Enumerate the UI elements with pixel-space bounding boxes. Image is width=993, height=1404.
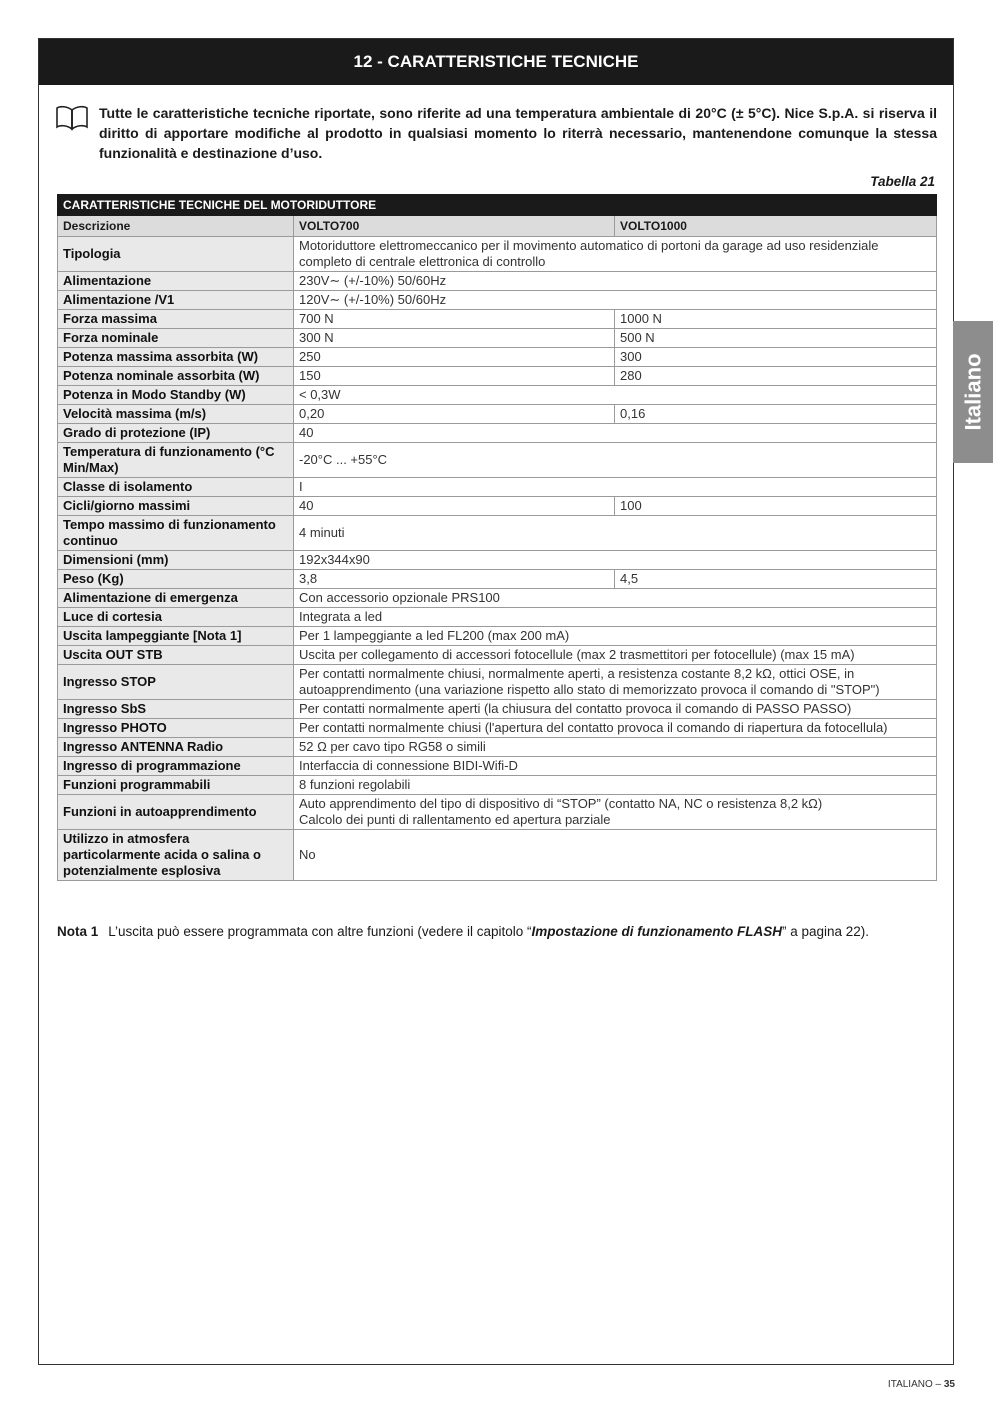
table-row — [58, 551, 937, 570]
row-label: Tempo massimo di funzionamento continuo — [58, 516, 294, 551]
table-row — [58, 665, 937, 700]
row-value: 120V∼ (+/-10%) 50/60Hz — [294, 291, 937, 310]
row-label: Cicli/giorno massimi — [58, 497, 294, 516]
row-value: -20°C ... +55°C — [294, 443, 937, 478]
row-label: Tipologia — [58, 237, 294, 272]
table-title-row — [58, 195, 937, 216]
row-label: Forza nominale — [58, 329, 294, 348]
footnote — [57, 924, 937, 939]
row-label: Temperatura di funzionamento (°C Min/Max) — [58, 443, 294, 478]
row-value: I — [294, 478, 937, 497]
row-label: Alimentazione /V1 — [58, 291, 294, 310]
row-value: Uscita per collegamento di accessori fotocellule (max 2 trasmettitori per fotocellule) (max 15 mA) — [294, 646, 937, 665]
table-row — [58, 719, 937, 738]
table-row — [58, 424, 937, 443]
table-row — [58, 700, 937, 719]
row-value: 0,20 — [294, 405, 615, 424]
table-row — [58, 497, 937, 516]
table-row — [58, 830, 937, 881]
row-label: Potenza massima assorbita (W) — [58, 348, 294, 367]
row-label: Alimentazione — [58, 272, 294, 291]
section-title-banner — [39, 39, 953, 85]
table-title: CARATTERISTICHE TECNICHE DEL MOTORIDUTTORE — [58, 195, 937, 216]
table-caption: Tabella 21 — [870, 174, 935, 189]
row-value: 300 — [615, 348, 937, 367]
row-value: 100 — [615, 497, 937, 516]
row-label: Potenza nominale assorbita (W) — [58, 367, 294, 386]
row-label: Ingresso di programmazione — [58, 757, 294, 776]
row-value: 700 N — [294, 310, 615, 329]
row-value: Con accessorio opzionale PRS100 — [294, 589, 937, 608]
language-side-tab — [953, 321, 993, 463]
row-label: Uscita OUT STB — [58, 646, 294, 665]
row-value: 250 — [294, 348, 615, 367]
row-value: Motoriduttore elettromeccanico per il movimento automatico di portoni da garage ad uso residenziale completo di centrale elettronica di controllo — [294, 237, 937, 272]
row-value: 52 Ω per cavo tipo RG58 o simili — [294, 738, 937, 757]
specs-table — [57, 194, 937, 881]
note-text-after: ” a pagina 22). — [782, 924, 870, 939]
section-title: 12 - CARATTERISTICHE TECNICHE — [353, 52, 639, 71]
page-frame — [38, 38, 954, 1365]
table-row — [58, 795, 937, 830]
column-header: VOLTO1000 — [615, 216, 937, 237]
row-label: Dimensioni (mm) — [58, 551, 294, 570]
row-value: 150 — [294, 367, 615, 386]
table-row — [58, 738, 937, 757]
row-value: 40 — [294, 497, 615, 516]
row-label: Ingresso ANTENNA Radio — [58, 738, 294, 757]
column-header-row — [58, 216, 937, 237]
table-row — [58, 478, 937, 497]
table-row — [58, 516, 937, 551]
row-label: Classe di isolamento — [58, 478, 294, 497]
row-value: No — [294, 830, 937, 881]
table-row — [58, 291, 937, 310]
table-row — [58, 329, 937, 348]
language-tab-label: Italiano — [960, 353, 986, 431]
row-value: 40 — [294, 424, 937, 443]
table-row — [58, 367, 937, 386]
row-value: < 0,3W — [294, 386, 937, 405]
page-footer — [888, 1379, 955, 1390]
table-row — [58, 608, 937, 627]
row-value: Integrata a led — [294, 608, 937, 627]
row-value: Per contatti normalmente chiusi, normalmente aperti, a resistenza costante 8,2 kΩ, ottici OSE, in autoapprendimento (una variazione rispetto allo stato di memorizzato provoca il comando di "STOP") — [294, 665, 937, 700]
notice-block — [55, 103, 937, 163]
table-row — [58, 443, 937, 478]
row-value: 280 — [615, 367, 937, 386]
row-label: Ingresso PHOTO — [58, 719, 294, 738]
row-value: 8 funzioni regolabili — [294, 776, 937, 795]
row-label: Funzioni programmabili — [58, 776, 294, 795]
table-row — [58, 386, 937, 405]
row-value: 300 N — [294, 329, 615, 348]
row-label: Potenza in Modo Standby (W) — [58, 386, 294, 405]
row-label: Alimentazione di emergenza — [58, 589, 294, 608]
row-value: Per contatti normalmente aperti (la chiusura del contatto provoca il comando di PASSO PASSO) — [294, 700, 937, 719]
row-value: Per 1 lampeggiante a led FL200 (max 200 mA) — [294, 627, 937, 646]
note-text-before: L’uscita può essere programmata con altre funzioni (vedere il capitolo “ — [108, 924, 532, 939]
table-row — [58, 757, 937, 776]
table-row — [58, 776, 937, 795]
row-label: Velocità massima (m/s) — [58, 405, 294, 424]
row-value: Interfaccia di connessione BIDI-Wifi-D — [294, 757, 937, 776]
column-header: Descrizione — [58, 216, 294, 237]
notice-text: Tutte le caratteristiche tecniche riportate, sono riferite ad una temperatura ambientale di 20°C (± 5°C). Nice S.p.A. si riserva il diritto di apportare modifiche al prodotto in qualsiasi momento lo riterrà necessario, mantenendone comunque la stessa funzionalità e destinazione d’uso. — [99, 105, 937, 161]
table-row — [58, 570, 937, 589]
table-row — [58, 405, 937, 424]
row-value: Auto apprendimento del tipo di dispositivo di “STOP” (contatto NA, NC o resistenza 8,2 kΩ) Calcolo dei punti di rallentamento ed apertura parziale — [294, 795, 937, 830]
row-value: 4 minuti — [294, 516, 937, 551]
note-emphasis: Impostazione di funzionamento FLASH — [531, 924, 782, 939]
table-row — [58, 237, 937, 272]
table-row — [58, 310, 937, 329]
table-row — [58, 627, 937, 646]
row-value: 3,8 — [294, 570, 615, 589]
row-value: Per contatti normalmente chiusi (l'apertura del contatto provoca il comando di riapertura da fotocellula) — [294, 719, 937, 738]
row-label: Ingresso STOP — [58, 665, 294, 700]
column-header: VOLTO700 — [294, 216, 615, 237]
row-value: 192x344x90 — [294, 551, 937, 570]
row-value: 230V∼ (+/-10%) 50/60Hz — [294, 272, 937, 291]
row-value: 1000 N — [615, 310, 937, 329]
table-row — [58, 589, 937, 608]
row-label: Luce di cortesia — [58, 608, 294, 627]
table-row — [58, 348, 937, 367]
row-label: Ingresso SbS — [58, 700, 294, 719]
table-row — [58, 646, 937, 665]
table-row — [58, 272, 937, 291]
row-label: Peso (Kg) — [58, 570, 294, 589]
row-label: Funzioni in autoapprendimento — [58, 795, 294, 830]
book-icon — [55, 105, 89, 131]
row-value: 0,16 — [615, 405, 937, 424]
row-value: 500 N — [615, 329, 937, 348]
note-label: Nota 1 — [57, 924, 99, 939]
page-number: 35 — [943, 1379, 955, 1390]
row-label: Uscita lampeggiante [Nota 1] — [58, 627, 294, 646]
footer-language: ITALIANO – — [887, 1379, 944, 1390]
row-label: Utilizzo in atmosfera particolarmente acida o salina o potenzialmente esplosiva — [58, 830, 294, 881]
row-label: Forza massima — [58, 310, 294, 329]
row-value: 4,5 — [615, 570, 937, 589]
row-label: Grado di protezione (IP) — [58, 424, 294, 443]
